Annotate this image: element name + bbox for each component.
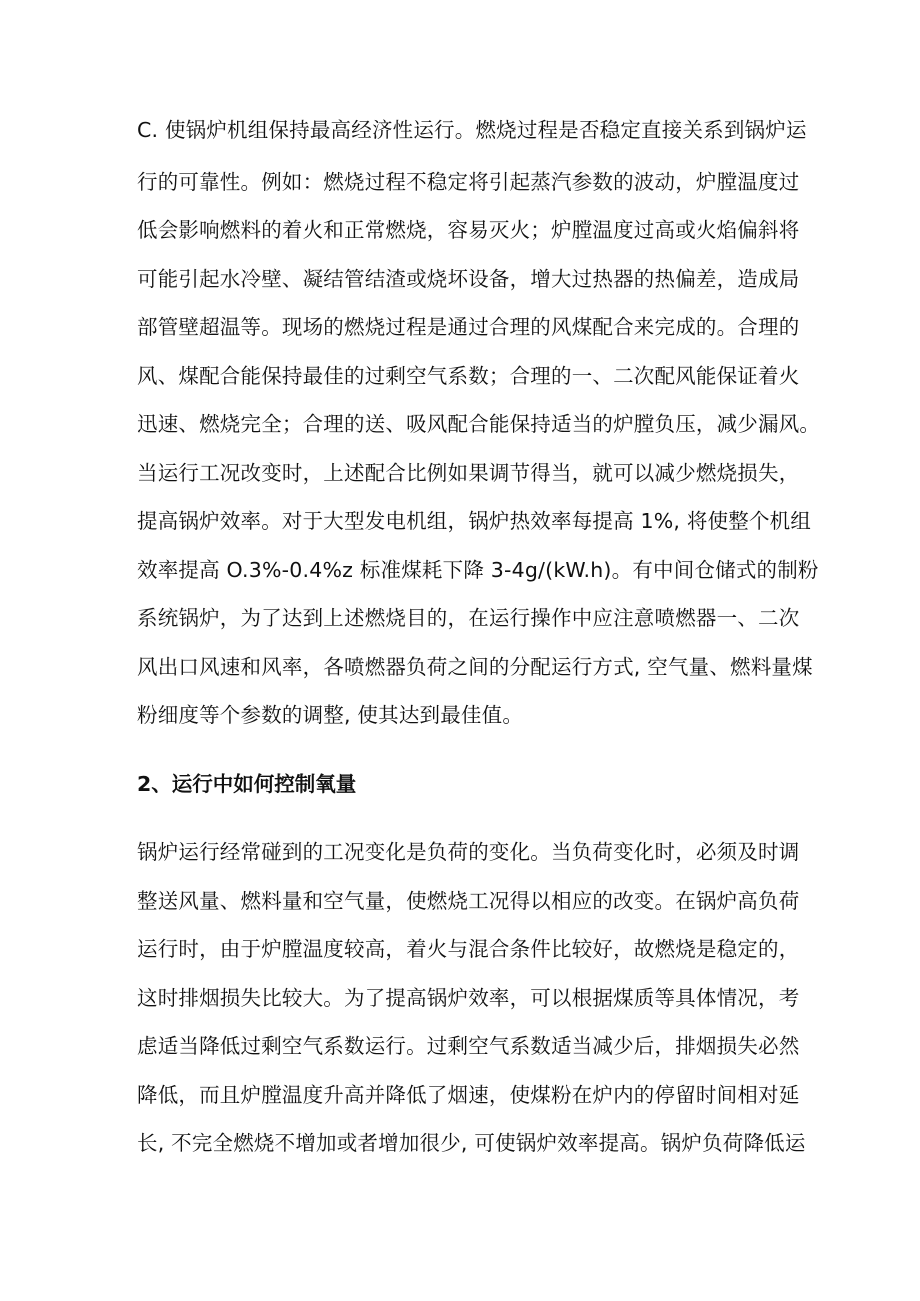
paragraph-1-line: 当运行工况改变时，上述配合比例如果调节得当，就可以减少燃烧损失， [137, 461, 800, 485]
paragraph-2-line: 锅炉运行经常碰到的工况变化是负荷的变化。当负荷变化时，必须及时调 [137, 840, 800, 864]
paragraph-1-line: 可能引起水冷壁、凝结管结渣或烧坏设备，增大过热器的热偏差，造成局 [137, 267, 800, 291]
section-heading: 2、运行中如何控制氧量 [137, 772, 357, 796]
paragraph-1-line: 部管壁超温等。现场的燃烧过程是通过合理的风煤配合来完成的。合理的 [137, 315, 800, 339]
paragraph-1-line: 低会影响燃料的着火和正常燃烧，容易灭火；炉膛温度过高或火焰偏斜将 [137, 218, 800, 242]
paragraph-2-line: 这时排烟损失比较大。为了提高锅炉效率，可以根据煤质等具体情况，考 [137, 986, 800, 1010]
paragraph-1-line: 风、煤配合能保持最佳的过剩空气系数；合理的一、二次配风能保证着火 [137, 364, 800, 388]
paragraph-1-line: C. 使锅炉机组保持最高经济性运行。燃烧过程是否稳定直接关系到锅炉运 [137, 118, 807, 142]
paragraph-2-line: 长, 不完全燃烧不增加或者增加很少, 可使锅炉效率提高。锅炉负荷降低运 [137, 1131, 806, 1155]
paragraph-2-line: 虑适当降低过剩空气系数运行。过剩空气系数适当减少后，排烟损失必然 [137, 1034, 800, 1058]
paragraph-2-line: 整送风量、燃料量和空气量，使燃烧工况得以相应的改变。在锅炉高负荷 [137, 889, 800, 913]
paragraph-1-line: 提高锅炉效率。对于大型发电机组，锅炉热效率每提高 1%, 将使整个机组 [137, 509, 812, 533]
paragraph-1-line: 迅速、燃烧完全；合理的送、吸风配合能保持适当的炉膛负压，减少漏风。 [137, 412, 821, 436]
paragraph-2-line: 运行时，由于炉膛温度较高，着火与混合条件比较好，故燃烧是稳定的， [137, 937, 800, 961]
paragraph-1-line: 效率提高 O.3%-0.4%z 标准煤耗下降 3-4g/(kW.h)。有中间仓储式的制粉 [137, 558, 819, 582]
paragraph-2-line: 降低，而且炉膛温度升高并降低了烟速，使煤粉在炉内的停留时间相对延 [137, 1083, 800, 1107]
paragraph-1-line: 行的可靠性。例如：燃烧过程不稳定将引起蒸汽参数的波动，炉膛温度过 [137, 170, 800, 194]
paragraph-1-line: 粉细度等个参数的调整, 使其达到最佳值。 [137, 703, 524, 727]
paragraph-1-line: 系统锅炉，为了达到上述燃烧目的，在运行操作中应注意喷燃器一、二次 [137, 606, 800, 630]
paragraph-1-line: 风出口风速和风率，各喷燃器负荷之间的分配运行方式, 空气量、燃料量煤 [137, 655, 813, 679]
